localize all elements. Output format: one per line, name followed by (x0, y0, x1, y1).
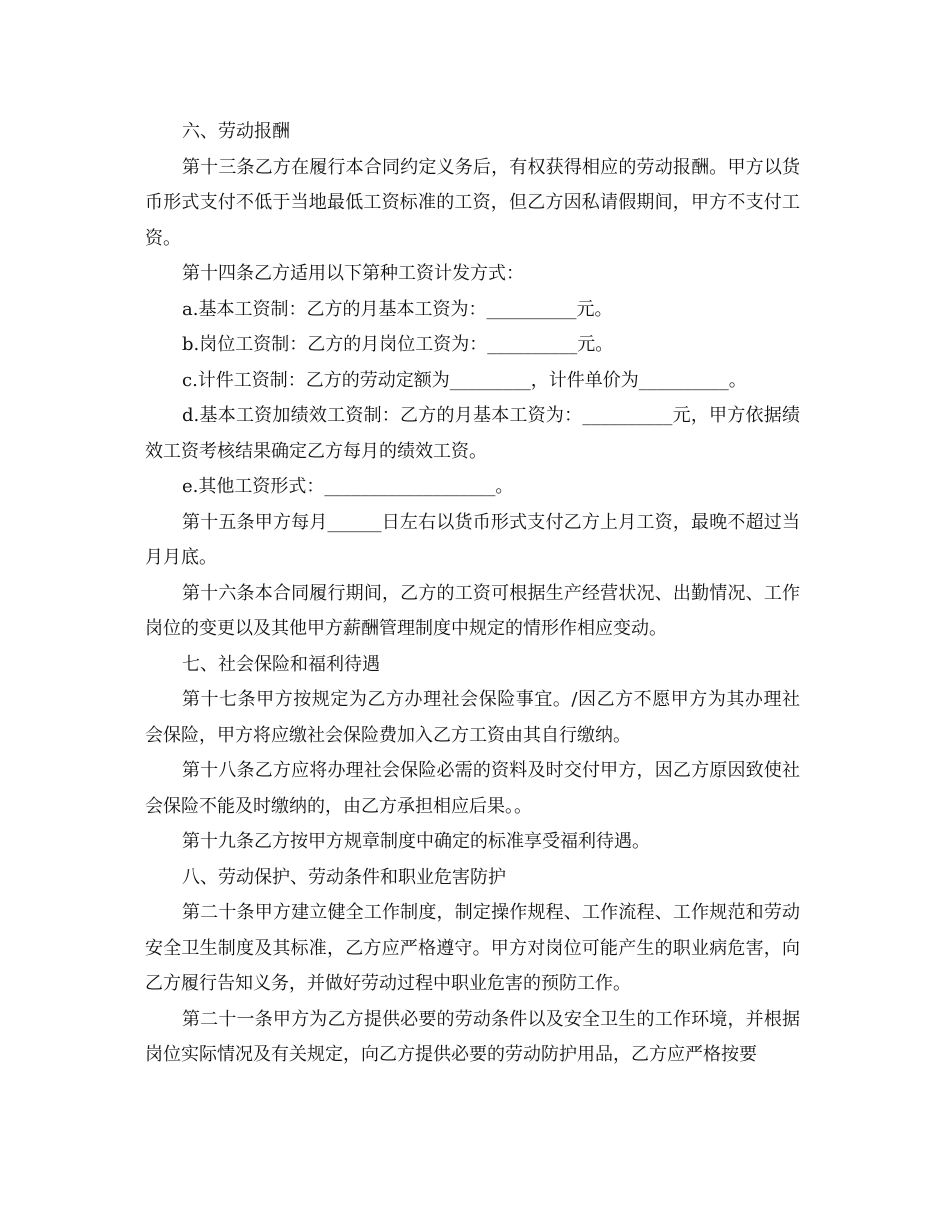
article-16: 第十六条本合同履行期间，乙方的工资可根据生产经营状况、出勤情况、工作岗位的变更以及其他甲方薪酬管理制度中规定的情形作相应变动。 (145, 582, 800, 639)
section-heading-remuneration: 六、劳动报酬 (182, 121, 290, 142)
section-heading-social-insurance: 七、社会保险和福利待遇 (182, 653, 380, 675)
article-14-option-d: d.基本工资加绩效工资制：乙方的月基本工资为：__________元，甲方依据绩效工资考核结果确定乙方每月的绩效工资。 (145, 405, 800, 462)
article-15: 第十五条甲方每月______日左右以货币形式支付乙方上月工资，最晚不超过当月月底。 (145, 511, 800, 568)
article-14-option-c: c.计件工资制：乙方的劳动定额为_________，计件单价为__________。 (182, 369, 747, 391)
article-19: 第十九条乙方按甲方规章制度中确定的标准享受福利待遇。 (182, 831, 650, 852)
article-17: 第十七条甲方按规定为乙方办理社会保险事宜。/因乙方不愿甲方为其办理社会保险，甲方将应缴社会保险费加入乙方工资由其自行缴纳。 (145, 689, 800, 746)
article-14-option-e: e.其他工资形式：___________________。 (182, 476, 514, 497)
article-20: 第二十条甲方建立健全工作制度，制定操作规程、工作流程、工作规范和劳动安全卫生制度及其标准，乙方应严格遵守。甲方对岗位可能产生的职业病危害，向乙方履行告知义务，并做好劳动过程中职业危害的预防工作。 (145, 902, 800, 994)
article-21: 第二十一条甲方为乙方提供必要的劳动条件以及安全卫生的工作环境，并根据岗位实际情况及有关规定，向乙方提供必要的劳动防护用品，乙方应严格按要 (145, 1008, 800, 1065)
article-14: 第十四条乙方适用以下第种工资计发方式： (182, 263, 524, 284)
section-heading-labor-protection: 八、劳动保护、劳动条件和职业危害防护 (182, 866, 506, 888)
article-13: 第十三条乙方在履行本合同约定义务后，有权获得相应的劳动报酬。甲方以货币形式支付不低于当地最低工资标准的工资，但乙方因私请假期间，甲方不支付工资。 (145, 156, 800, 249)
article-18: 第十八条乙方应将办理社会保险必需的资料及时交付甲方，因乙方原因致使社会保险不能及时缴纳的，由乙方承担相应后果。。 (145, 760, 800, 817)
document-body (145, 114, 800, 1073)
article-14-option-a: a.基本工资制：乙方的月基本工资为：__________元。 (182, 298, 613, 320)
article-14-option-b: b.岗位工资制：乙方的月岗位工资为：__________元。 (182, 334, 614, 355)
